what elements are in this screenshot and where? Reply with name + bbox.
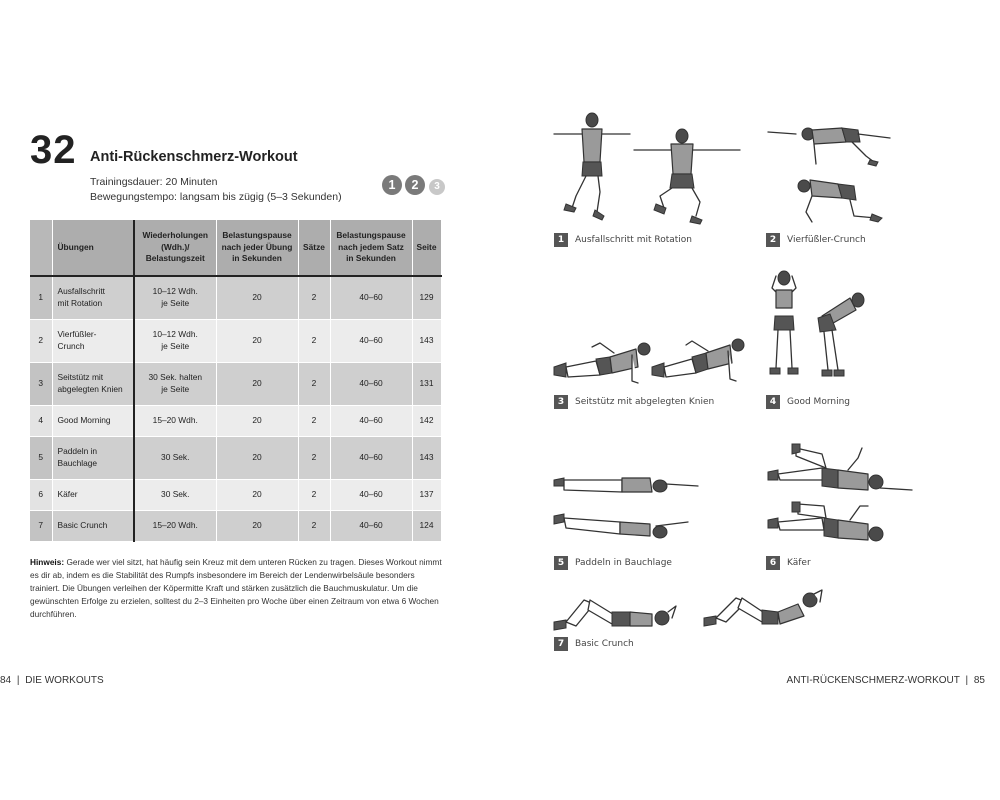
row-pause-set: 40–60: [330, 362, 412, 405]
row-exercise-line1: Vierfüßler-: [57, 329, 97, 340]
footer-right: [787, 675, 985, 686]
row-reps-line1: 15–20 Wdh.: [152, 519, 198, 530]
footer-left-section: DIE WORKOUTS: [25, 675, 104, 686]
row-no: 5: [30, 436, 52, 479]
row-reps-line1: 30 Sek.: [161, 451, 190, 462]
exercise-caption-3: [554, 395, 714, 409]
table-row: [30, 362, 441, 405]
header-pause-exercise: [216, 220, 298, 276]
row-exercise-line1: Paddeln in: [57, 446, 98, 457]
row-exercise: [52, 436, 134, 479]
footer-right-page: 85: [973, 675, 985, 686]
row-page: 137: [412, 479, 441, 510]
row-exercise-line1: Seitstütz mit: [57, 372, 104, 383]
row-exercise-line1: Käfer: [57, 488, 78, 499]
row-exercise-line2: Crunch: [57, 340, 85, 351]
caption-number: 5: [554, 556, 568, 570]
row-pause-exercise: 20: [216, 436, 298, 479]
exercise-caption-7: [554, 637, 634, 651]
good-morning-illustration: [766, 268, 886, 388]
exercise-caption-4: [766, 395, 850, 409]
level-2-badge: 2: [405, 175, 425, 195]
row-pause-set: 40–60: [330, 479, 412, 510]
quadruped-crunch-illustration: [766, 122, 906, 226]
footer-left-separator: |: [16, 675, 20, 686]
row-reps-line1: 30 Sek.: [161, 488, 190, 499]
table-header-row: [30, 220, 441, 276]
table-row: [30, 510, 441, 541]
row-pause-set: 40–60: [330, 436, 412, 479]
row-exercise-line1: Basic Crunch: [57, 519, 108, 530]
row-reps-line2: je Seite: [161, 340, 190, 351]
row-no: 2: [30, 319, 52, 362]
movement-tempo: Bewegungstempo: langsam bis zügig (5–3 Sekunden): [90, 191, 342, 203]
prone-paddling-illustration: [552, 470, 702, 550]
row-reps-line1: 30 Sek. halten: [148, 372, 203, 383]
row-reps-line1: 10–12 Wdh.: [152, 329, 198, 340]
table-row: [30, 405, 441, 436]
hint-paragraph: [30, 556, 442, 621]
row-reps: [134, 405, 216, 436]
row-exercise-line2: mit Rotation: [57, 297, 103, 308]
lunge-rotation-illustration: [552, 112, 752, 230]
header-reps: [134, 220, 216, 276]
table-row: [30, 276, 441, 319]
row-exercise: [52, 405, 134, 436]
workout-number: 32: [30, 128, 77, 172]
row-pause-exercise: 20: [216, 362, 298, 405]
row-reps: [134, 479, 216, 510]
caption-label: Basic Crunch: [575, 639, 634, 649]
row-no: 4: [30, 405, 52, 436]
row-page: 129: [412, 276, 441, 319]
footer-left: [0, 675, 104, 686]
row-sets: 2: [298, 436, 330, 479]
row-reps-line1: 15–20 Wdh.: [152, 414, 198, 425]
caption-label: Ausfallschritt mit Rotation: [575, 235, 692, 245]
exercise-caption-5: [554, 556, 672, 570]
row-reps: [134, 362, 216, 405]
row-reps: [134, 436, 216, 479]
row-pause-exercise: 20: [216, 276, 298, 319]
row-exercise: [52, 479, 134, 510]
caption-label: Vierfüßler-Crunch: [787, 235, 866, 245]
side-plank-illustration: [552, 337, 750, 389]
table-row: [30, 319, 441, 362]
row-sets: 2: [298, 319, 330, 362]
header-pause-set-line2: nach jedem Satz: [338, 241, 404, 252]
caption-label: Seitstütz mit abgelegten Knien: [575, 397, 715, 407]
row-reps-line1: 10–12 Wdh.: [152, 286, 198, 297]
caption-number: 1: [554, 233, 568, 247]
row-pause-set: 40–60: [330, 319, 412, 362]
header-pause-exercise-line3: in Sekunden: [232, 253, 282, 264]
row-sets: 2: [298, 510, 330, 541]
row-page: 124: [412, 510, 441, 541]
caption-number: 4: [766, 395, 780, 409]
header-exercise: Übungen: [52, 220, 134, 276]
row-reps-line2: je Seite: [161, 297, 190, 308]
row-pause-set: 40–60: [330, 405, 412, 436]
workout-table: [30, 220, 442, 542]
hint-label: Hinweis:: [30, 557, 65, 567]
row-sets: 2: [298, 479, 330, 510]
header-reps-line1: Wiederholungen: [142, 230, 209, 241]
header-page: Seite: [412, 220, 441, 276]
caption-number: 7: [554, 637, 568, 651]
row-reps-line2: je Seite: [161, 383, 190, 394]
row-sets: 2: [298, 362, 330, 405]
row-page: 131: [412, 362, 441, 405]
row-exercise: [52, 510, 134, 541]
row-no: 6: [30, 479, 52, 510]
row-pause-exercise: 20: [216, 319, 298, 362]
header-sets: Sätze: [298, 220, 330, 276]
row-exercise-line1: Good Morning: [57, 414, 111, 425]
row-pause-exercise: 20: [216, 479, 298, 510]
row-exercise: [52, 276, 134, 319]
footer-left-page: 84: [0, 675, 12, 686]
row-exercise: [52, 362, 134, 405]
caption-label: Käfer: [787, 558, 811, 568]
row-exercise-line2: abgelegten Knien: [57, 383, 123, 394]
row-pause-exercise: 20: [216, 510, 298, 541]
caption-number: 6: [766, 556, 780, 570]
caption-number: 3: [554, 395, 568, 409]
footer-right-separator: |: [965, 675, 969, 686]
caption-number: 2: [766, 233, 780, 247]
row-exercise-line1: Ausfallschritt: [57, 286, 105, 297]
hint-text: Gerade wer viel sitzt, hat häufig sein Kreuz mit dem unteren Rücken zu tragen. Dieses Workout nimmt es dir ab, indem es die Stabilität des Rumpfs insbesondere im Bereich der Lendenwirbelsäule besonders trainiert. Die Übungen verleihen der Köpermitte Kraft und stärken zusätzlich die Bauchmuskulatur. Um die gewünschten Erfolge zu erzielen, solltest du 2–3 Einheiten pro Woche über einen Zeitraum von etwa 6 Wochen durchführen.: [30, 557, 442, 619]
dead-bug-illustration: [766, 440, 916, 550]
row-sets: 2: [298, 276, 330, 319]
row-exercise-line2: Bauchlage: [57, 457, 98, 468]
header-pause-set-line1: Belastungspause: [336, 230, 406, 241]
row-sets: 2: [298, 405, 330, 436]
workout-title: Anti-Rückenschmerz-Workout: [90, 149, 298, 165]
row-pause-exercise: 20: [216, 405, 298, 436]
exercise-caption-1: [554, 233, 692, 247]
row-reps: [134, 510, 216, 541]
table-row: [30, 436, 441, 479]
exercise-caption-2: [766, 233, 866, 247]
level-3-badge: 3: [429, 179, 445, 195]
caption-label: Good Morning: [787, 397, 850, 407]
row-exercise: [52, 319, 134, 362]
row-page: 143: [412, 319, 441, 362]
training-duration: Trainingsdauer: 20 Minuten: [90, 176, 218, 188]
row-reps: [134, 276, 216, 319]
header-pause-set: [330, 220, 412, 276]
header-reps-line3: Belastungszeit: [145, 253, 205, 264]
caption-label: Paddeln in Bauchlage: [575, 558, 672, 568]
header-pause-exercise-line1: Belastungspause: [222, 230, 292, 241]
basic-crunch-illustration: [552, 588, 832, 636]
exercise-caption-6: [766, 556, 811, 570]
table-row: [30, 479, 441, 510]
header-no: [30, 220, 52, 276]
row-pause-set: 40–60: [330, 510, 412, 541]
row-page: 142: [412, 405, 441, 436]
row-no: 3: [30, 362, 52, 405]
row-pause-set: 40–60: [330, 276, 412, 319]
row-no: 1: [30, 276, 52, 319]
header-pause-exercise-line2: nach jeder Übung: [221, 241, 293, 252]
header-reps-line2: (Wdh.)/: [161, 241, 190, 252]
row-reps: [134, 319, 216, 362]
row-page: 143: [412, 436, 441, 479]
header-pause-set-line3: in Sekunden: [346, 253, 396, 264]
row-no: 7: [30, 510, 52, 541]
level-1-badge: 1: [382, 175, 402, 195]
footer-right-section: ANTI-RÜCKENSCHMERZ-WORKOUT: [786, 675, 960, 686]
